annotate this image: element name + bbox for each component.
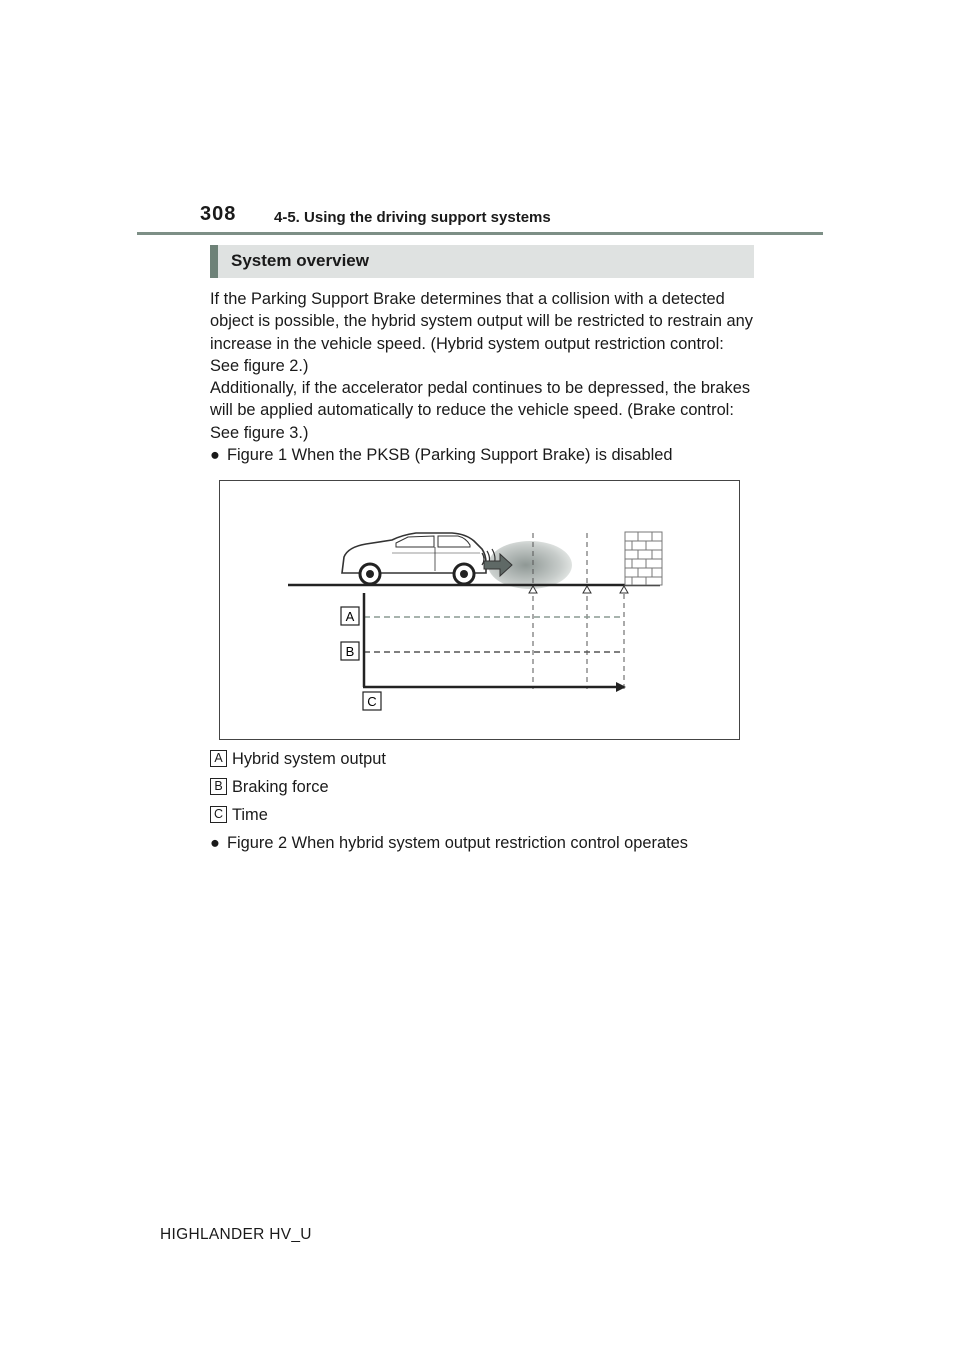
legend-row-c: [210, 805, 268, 825]
bullet-icon: ●: [210, 834, 220, 852]
figure-2-caption-text: Figure 2 When hybrid system output restriction control operates: [227, 834, 688, 852]
legend-text-a: Hybrid system output: [232, 750, 386, 768]
page-number: 308: [200, 203, 237, 225]
figure-1-caption: [210, 444, 673, 466]
header-rule: [137, 232, 823, 235]
marker-triangle-3: [620, 586, 628, 593]
figure-1-caption-text: Figure 1 When the PKSB (Parking Support Brake) is disabled: [227, 446, 673, 464]
section-header: 4-5. Using the driving support systems: [274, 209, 551, 226]
legend-badge-b: B: [210, 778, 227, 795]
time-axis-arrowhead: [616, 682, 626, 692]
figure-1-diagram: [219, 480, 740, 740]
figure-2-caption: [210, 832, 688, 854]
legend-text-c: Time: [232, 806, 268, 824]
legend-badge-c: C: [210, 806, 227, 823]
system-overview-title: System overview: [231, 251, 369, 270]
system-overview-bar: [210, 245, 754, 278]
diagram-label-b-text: B: [345, 644, 355, 659]
legend-text-b: Braking force: [232, 778, 329, 796]
overview-body: [210, 288, 755, 444]
legend-row-a: [210, 749, 386, 769]
overview-paragraph-1: If the Parking Support Brake determines that a collision with a detected object is possible, the hybrid system output will be restricted to restrain any increase in the vehicle speed. (Hybrid system output restriction control: See figure 2.): [210, 290, 753, 375]
car-icon: [342, 533, 495, 584]
diagram-label-b: [341, 642, 359, 660]
diagram-label-a: [341, 607, 359, 625]
marker-triangle-2: [583, 586, 591, 593]
overview-paragraph-2: Additionally, if the accelerator pedal continues to be depressed, the brakes will be applied automatically to reduce the vehicle speed. (Brake control: See figure 3.): [210, 379, 751, 442]
wall-icon: [625, 532, 662, 585]
diagram-label-c: [363, 692, 381, 710]
diagram-label-c-text: C: [367, 694, 377, 709]
legend-badge-a: A: [210, 750, 227, 767]
diagram-label-a-text: A: [345, 609, 355, 624]
footer-model: HIGHLANDER HV_U: [160, 1226, 312, 1243]
legend-row-b: [210, 777, 329, 797]
bullet-icon: ●: [210, 446, 220, 464]
